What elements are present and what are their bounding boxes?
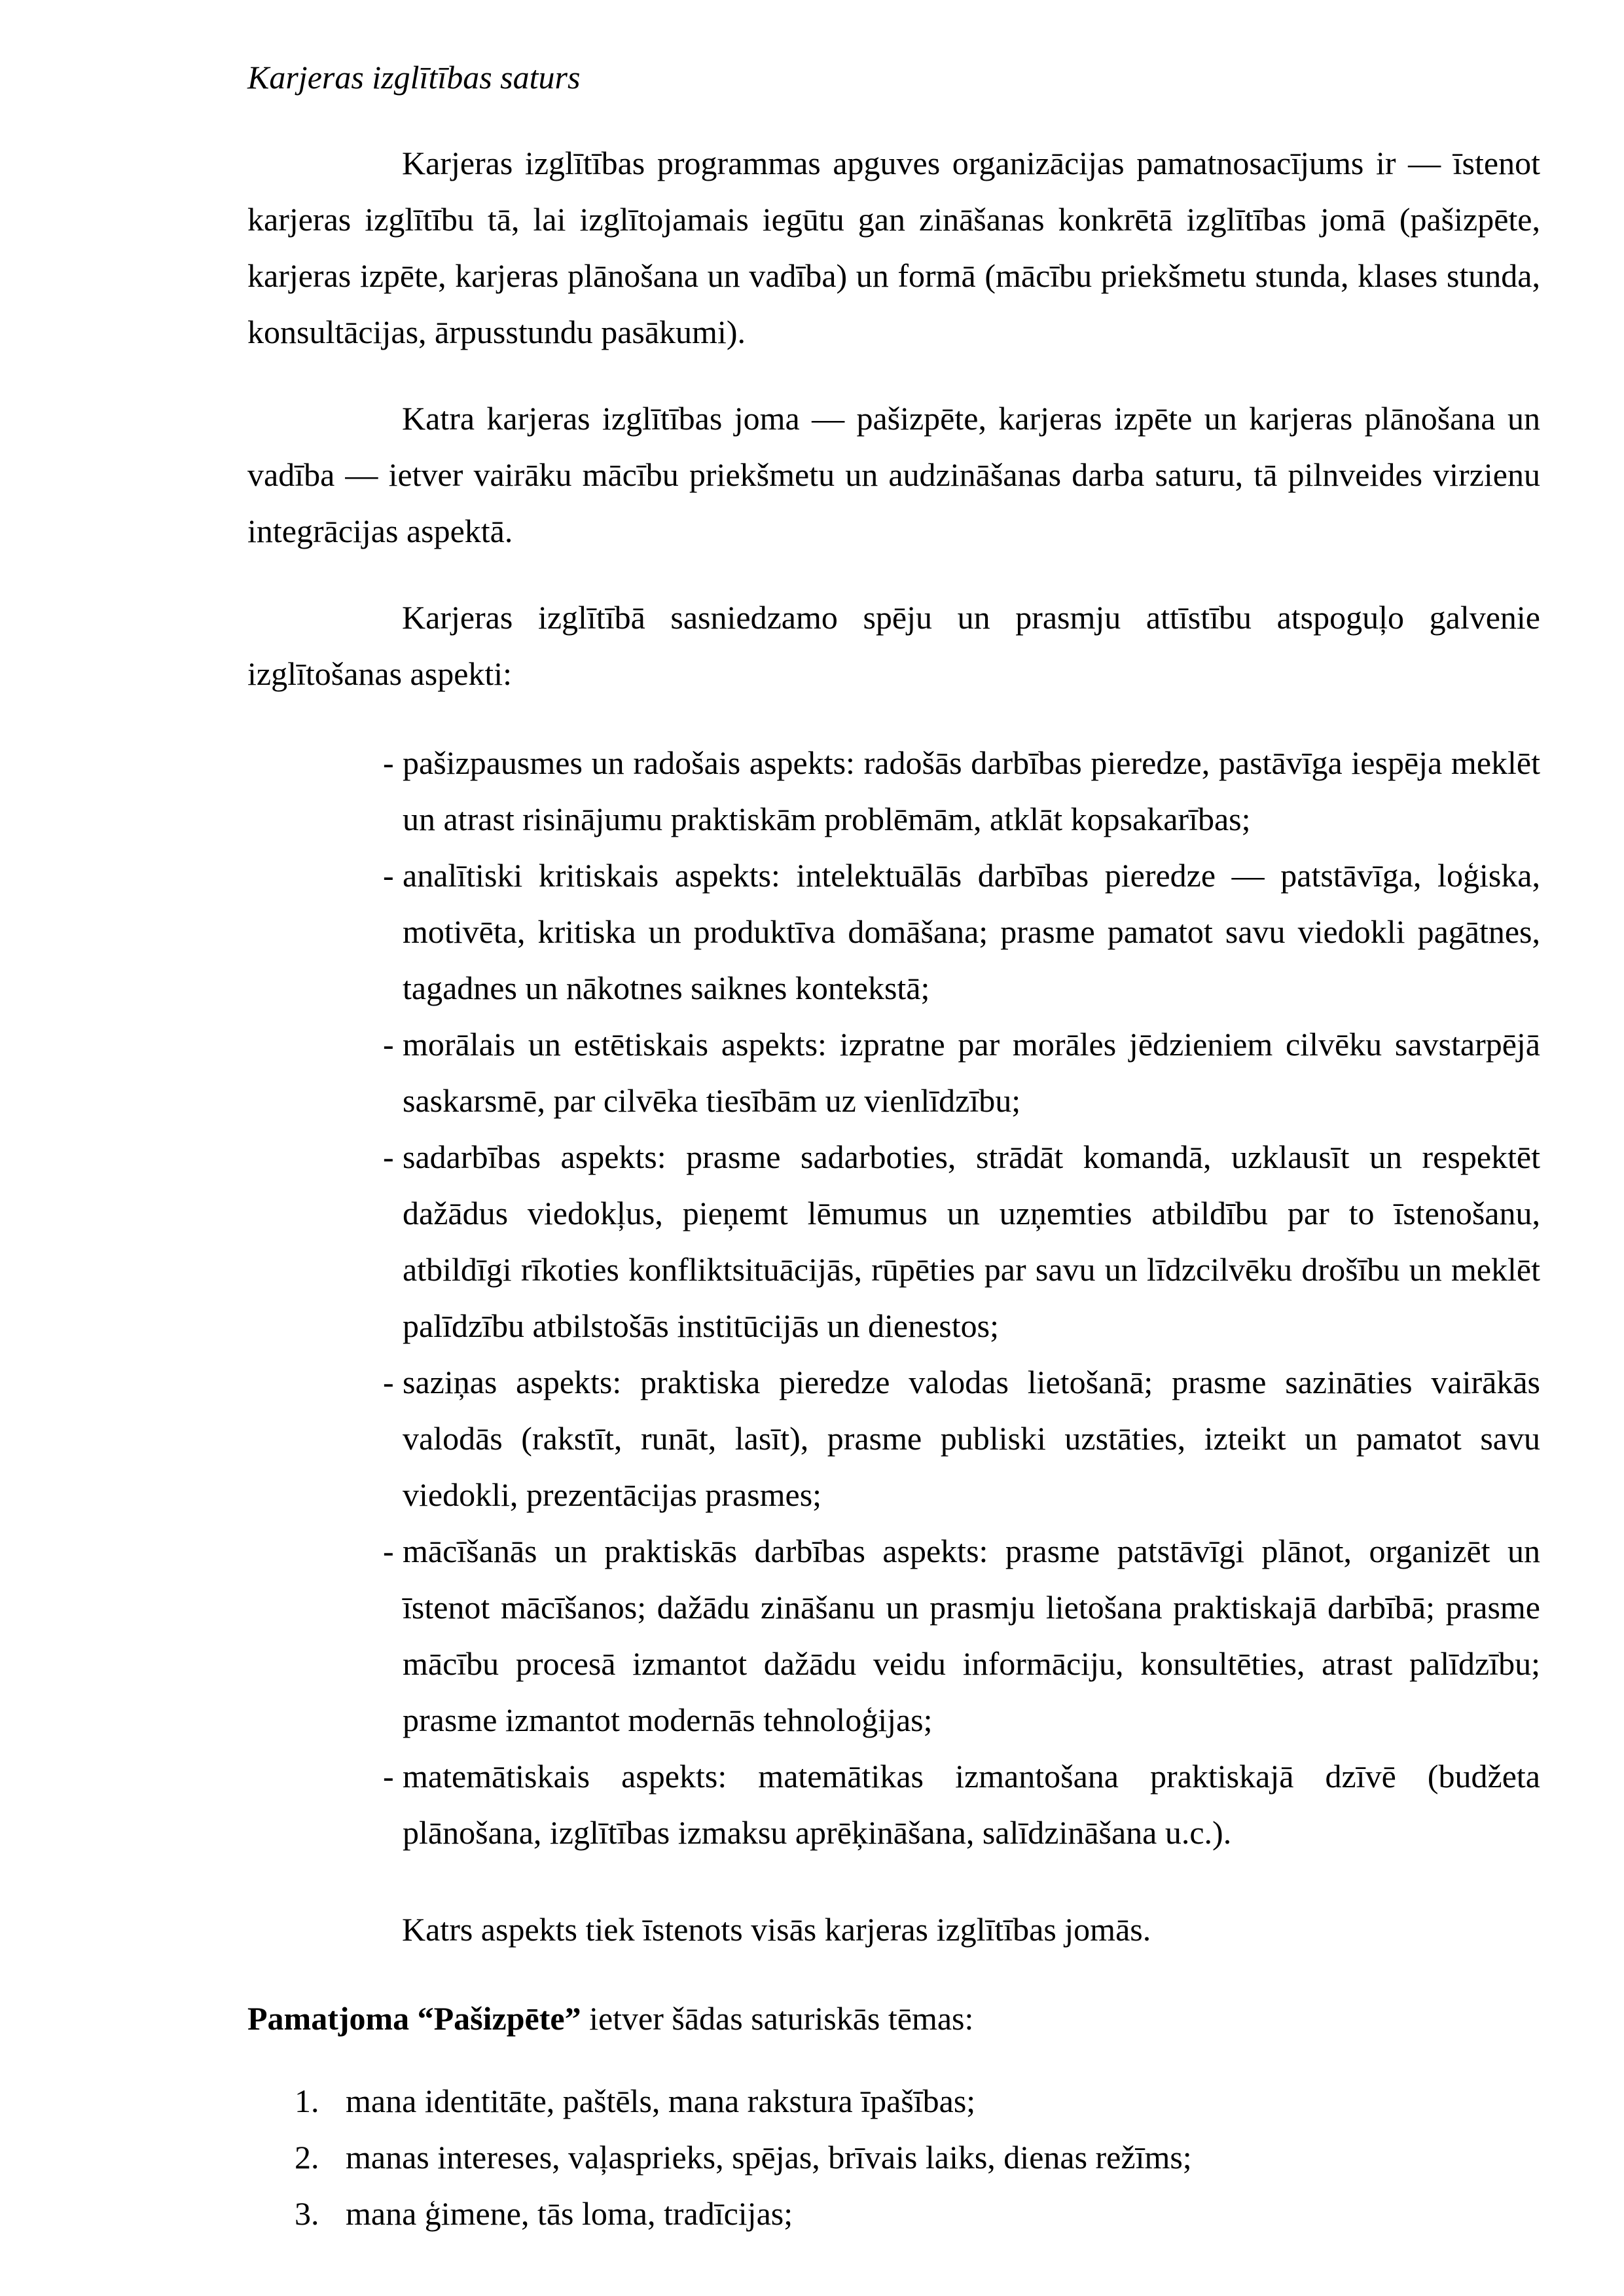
list-number: 2. — [295, 2139, 319, 2176]
list-item — [247, 2129, 1192, 2185]
list-item-text: pašizpausmes un radošais aspekts: radošās darbības pieredze, pastāvīga iespēja meklēt un atrast risinājumu praktiskām problēmām, atklāt kopsakarības; — [403, 744, 1540, 837]
list-item-text: mācīšanās un praktiskās darbības aspekts: prasme patstāvīgi plānot, organizēt un īstenot mācīšanos; dažādu zināšanu un prasmju lietošana praktiskajā darbībā; prasme mācību procesā izmantot dažādu veidu informāciju, konsultēties, atrast palīdzību; prasme izmantot modernās tehnoloģijas; — [403, 1533, 1540, 1738]
list-item — [383, 735, 1540, 847]
section-heading-bold: Pamatjoma “Pašizpēte” — [247, 2000, 581, 2037]
list-item-text: saziņas aspekts: praktiska pieredze valodas lietošanā; prasme sazināties vairākās valodās (rakstīt, runāt, lasīt), prasme publiski uzstāties, izteikt un pamatot savu viedokli, prezentācijas prasmes; — [403, 1364, 1540, 1513]
list-item — [383, 847, 1540, 1016]
list-item-text: mana identitāte, paštēls, mana rakstura īpašības; — [346, 2083, 976, 2119]
list-item — [383, 1523, 1540, 1748]
list-dash: - — [383, 1026, 394, 1063]
list-dash: - — [383, 1364, 394, 1400]
list-dash: - — [383, 857, 394, 894]
list-number: 3. — [295, 2195, 319, 2232]
list-item — [247, 2073, 1192, 2129]
list-item — [383, 1748, 1540, 1861]
list-item-text: sadarbības aspekts: prasme sadarboties, strādāt komandā, uzklausīt un respektēt dažādus viedokļus, pieņemt lēmumus un uzņemties atbildību par to īstenošanu, atbildīgi rīkoties konfliktsituācijās, rūpēties par savu un līdzcilvēku drošību un meklēt palīdzību atbilstošās institūcijās un dienestos; — [403, 1139, 1540, 1344]
list-item-text: manas intereses, vaļasprieks, spējas, brīvais laiks, dienas režīms; — [346, 2139, 1192, 2176]
list-dash: - — [383, 1758, 394, 1795]
list-number: 1. — [295, 2083, 319, 2119]
list-dash: - — [383, 1139, 394, 1175]
document-page — [247, 0, 1540, 2296]
section-heading-rest: ietver šādas saturiskās tēmas: — [581, 2000, 974, 2037]
list-item-text: morālais un estētiskais aspekts: izpratne par morāles jēdzieniem cilvēku savstarpējā saskarsmē, par cilvēka tiesībām uz vienlīdzību; — [403, 1026, 1540, 1119]
paragraph-aspects-intro: Karjeras izglītībā sasniedzamo spēju un prasmju attīstību atspoguļo galvenie izglītošanas aspekti: — [247, 599, 1540, 692]
list-item — [383, 1016, 1540, 1129]
paragraph-aspects-summary: Katrs aspekts tiek īstenots visās karjeras izglītības jomās. — [402, 1911, 1151, 1948]
list-dash: - — [383, 744, 394, 781]
paragraph-career-domains: Katra karjeras izglītības joma — pašizpēte, karjeras izpēte un karjeras plānošana un vadība — ietver vairāku mācību priekšmetu un audzināšanas darba saturu, tā pilnveides virzienu integrācijas aspektā. — [247, 400, 1540, 549]
list-item — [247, 2185, 1192, 2242]
topics-list — [247, 2073, 1192, 2242]
paragraph-organization-principle: Karjeras izglītības programmas apguves organizācijas pamatnosacījums ir — īstenot karjeras izglītību tā, lai izglītojamais iegūtu gan zināšanas konkrētā izglītības jomā (pašizpēte, karjeras izpēte, karjeras plānošana un vadība) un formā (mācību priekšmetu stunda, klases stunda, konsultācijas, ārpusstundu pasākumi). — [247, 145, 1540, 350]
section-heading-self-study — [247, 1990, 973, 2047]
running-header: Karjeras izglītības saturs — [247, 59, 581, 96]
list-item-text: analītiski kritiskais aspekts: intelektuālās darbības pieredze — patstāvīga, loģiska, motivēta, kritiska un produktīva domāšana; prasme pamatot savu viedokli pagātnes, tagadnes un nākotnes saiknes kontekstā; — [403, 857, 1540, 1006]
aspects-list — [383, 735, 1540, 1861]
list-item-text: matemātiskais aspekts: matemātikas izmantošana praktiskajā dzīvē (budžeta plānošana, izglītības izmaksu aprēķināšana, salīdzināšana u.c.). — [403, 1758, 1540, 1851]
list-item — [383, 1354, 1540, 1523]
list-item — [383, 1129, 1540, 1354]
list-dash: - — [383, 1533, 394, 1569]
list-item-text: mana ģimene, tās loma, tradīcijas; — [346, 2195, 793, 2232]
